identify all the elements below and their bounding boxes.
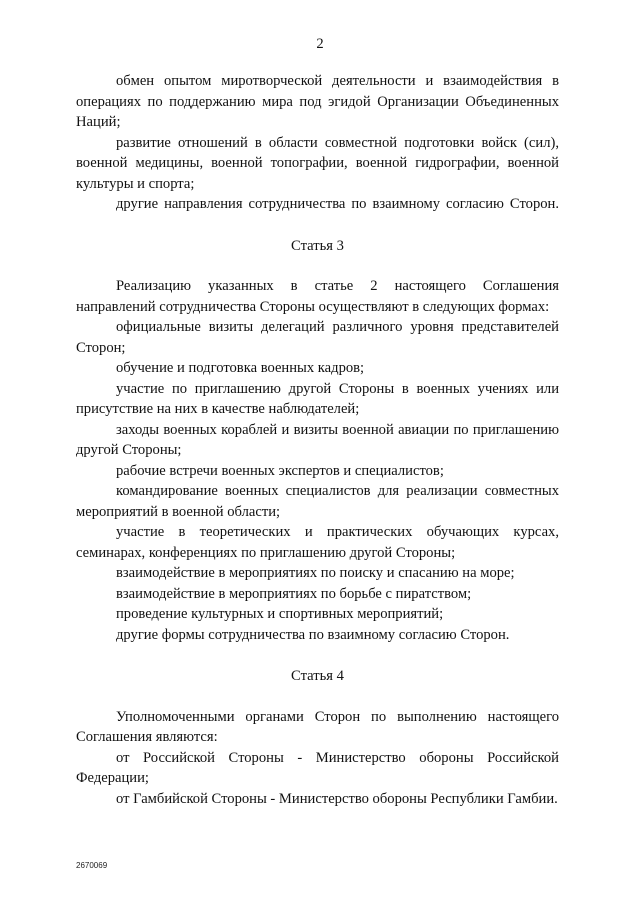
list-item: другие формы сотрудничества по взаимному согласию Сторон. [116,626,510,643]
list-item: от Гамбийской Стороны - Министерство обороны Республики Гамбии. [116,790,558,807]
list-item: заходы военных кораблей и визиты военной авиации по приглашению другой Стороны; [76,421,559,458]
list-item: официальные визиты делегаций различного уровня представителей Сторон; [76,319,559,356]
list-item: командирование военных специалистов для реализации совместных мероприятий в военной области; [76,483,559,520]
list-item: проведение культурных и спортивных мероприятий; [116,606,444,622]
list-item: участие по приглашению другой Стороны в военных учениях или присутствие на них в качестве наблюдателей; [76,380,559,417]
paragraph: Уполномоченными органами Сторон по выполнению настоящего Соглашения являются: [76,708,559,745]
paragraph: развитие отношений в области совместной подготовки войск (сил), военной медицины, военной топографии, военной гидрографии, военной культуры и спорта; [76,134,559,192]
list-item: обучение и подготовка военных кадров; [116,360,365,376]
paragraph: Реализацию указанных в статье 2 настоящего Соглашения направлений сотрудничества Стороны осуществляют в следующих формах: [76,278,559,315]
list-item: участие в теоретических и практических обучающих курсах, семинарах, конференциях по приглашению другой Стороны; [76,524,559,561]
document-body [76,71,559,809]
page-number: 2 [316,36,324,52]
document-code: 2670069 [76,861,108,870]
paragraph: другие направления сотрудничества по взаимному согласию Сторон. [116,196,559,212]
list-item: взаимодействие в мероприятиях по борьбе с пиратством; [116,585,472,602]
paragraph: обмен опытом миротворческой деятельности и взаимодействия в операциях по поддержанию мира под эгидой Организации Объединенных Наций; [76,73,559,130]
article-heading: Статья 3 [291,237,344,254]
list-item: рабочие встречи военных экспертов и специалистов; [116,462,444,479]
list-item: взаимодействие в мероприятиях по поиску и спасанию на море; [116,565,515,581]
article-heading: Статья 4 [291,668,344,684]
list-item: от Российской Стороны - Министерство обороны Российской Федерации; [76,749,559,786]
